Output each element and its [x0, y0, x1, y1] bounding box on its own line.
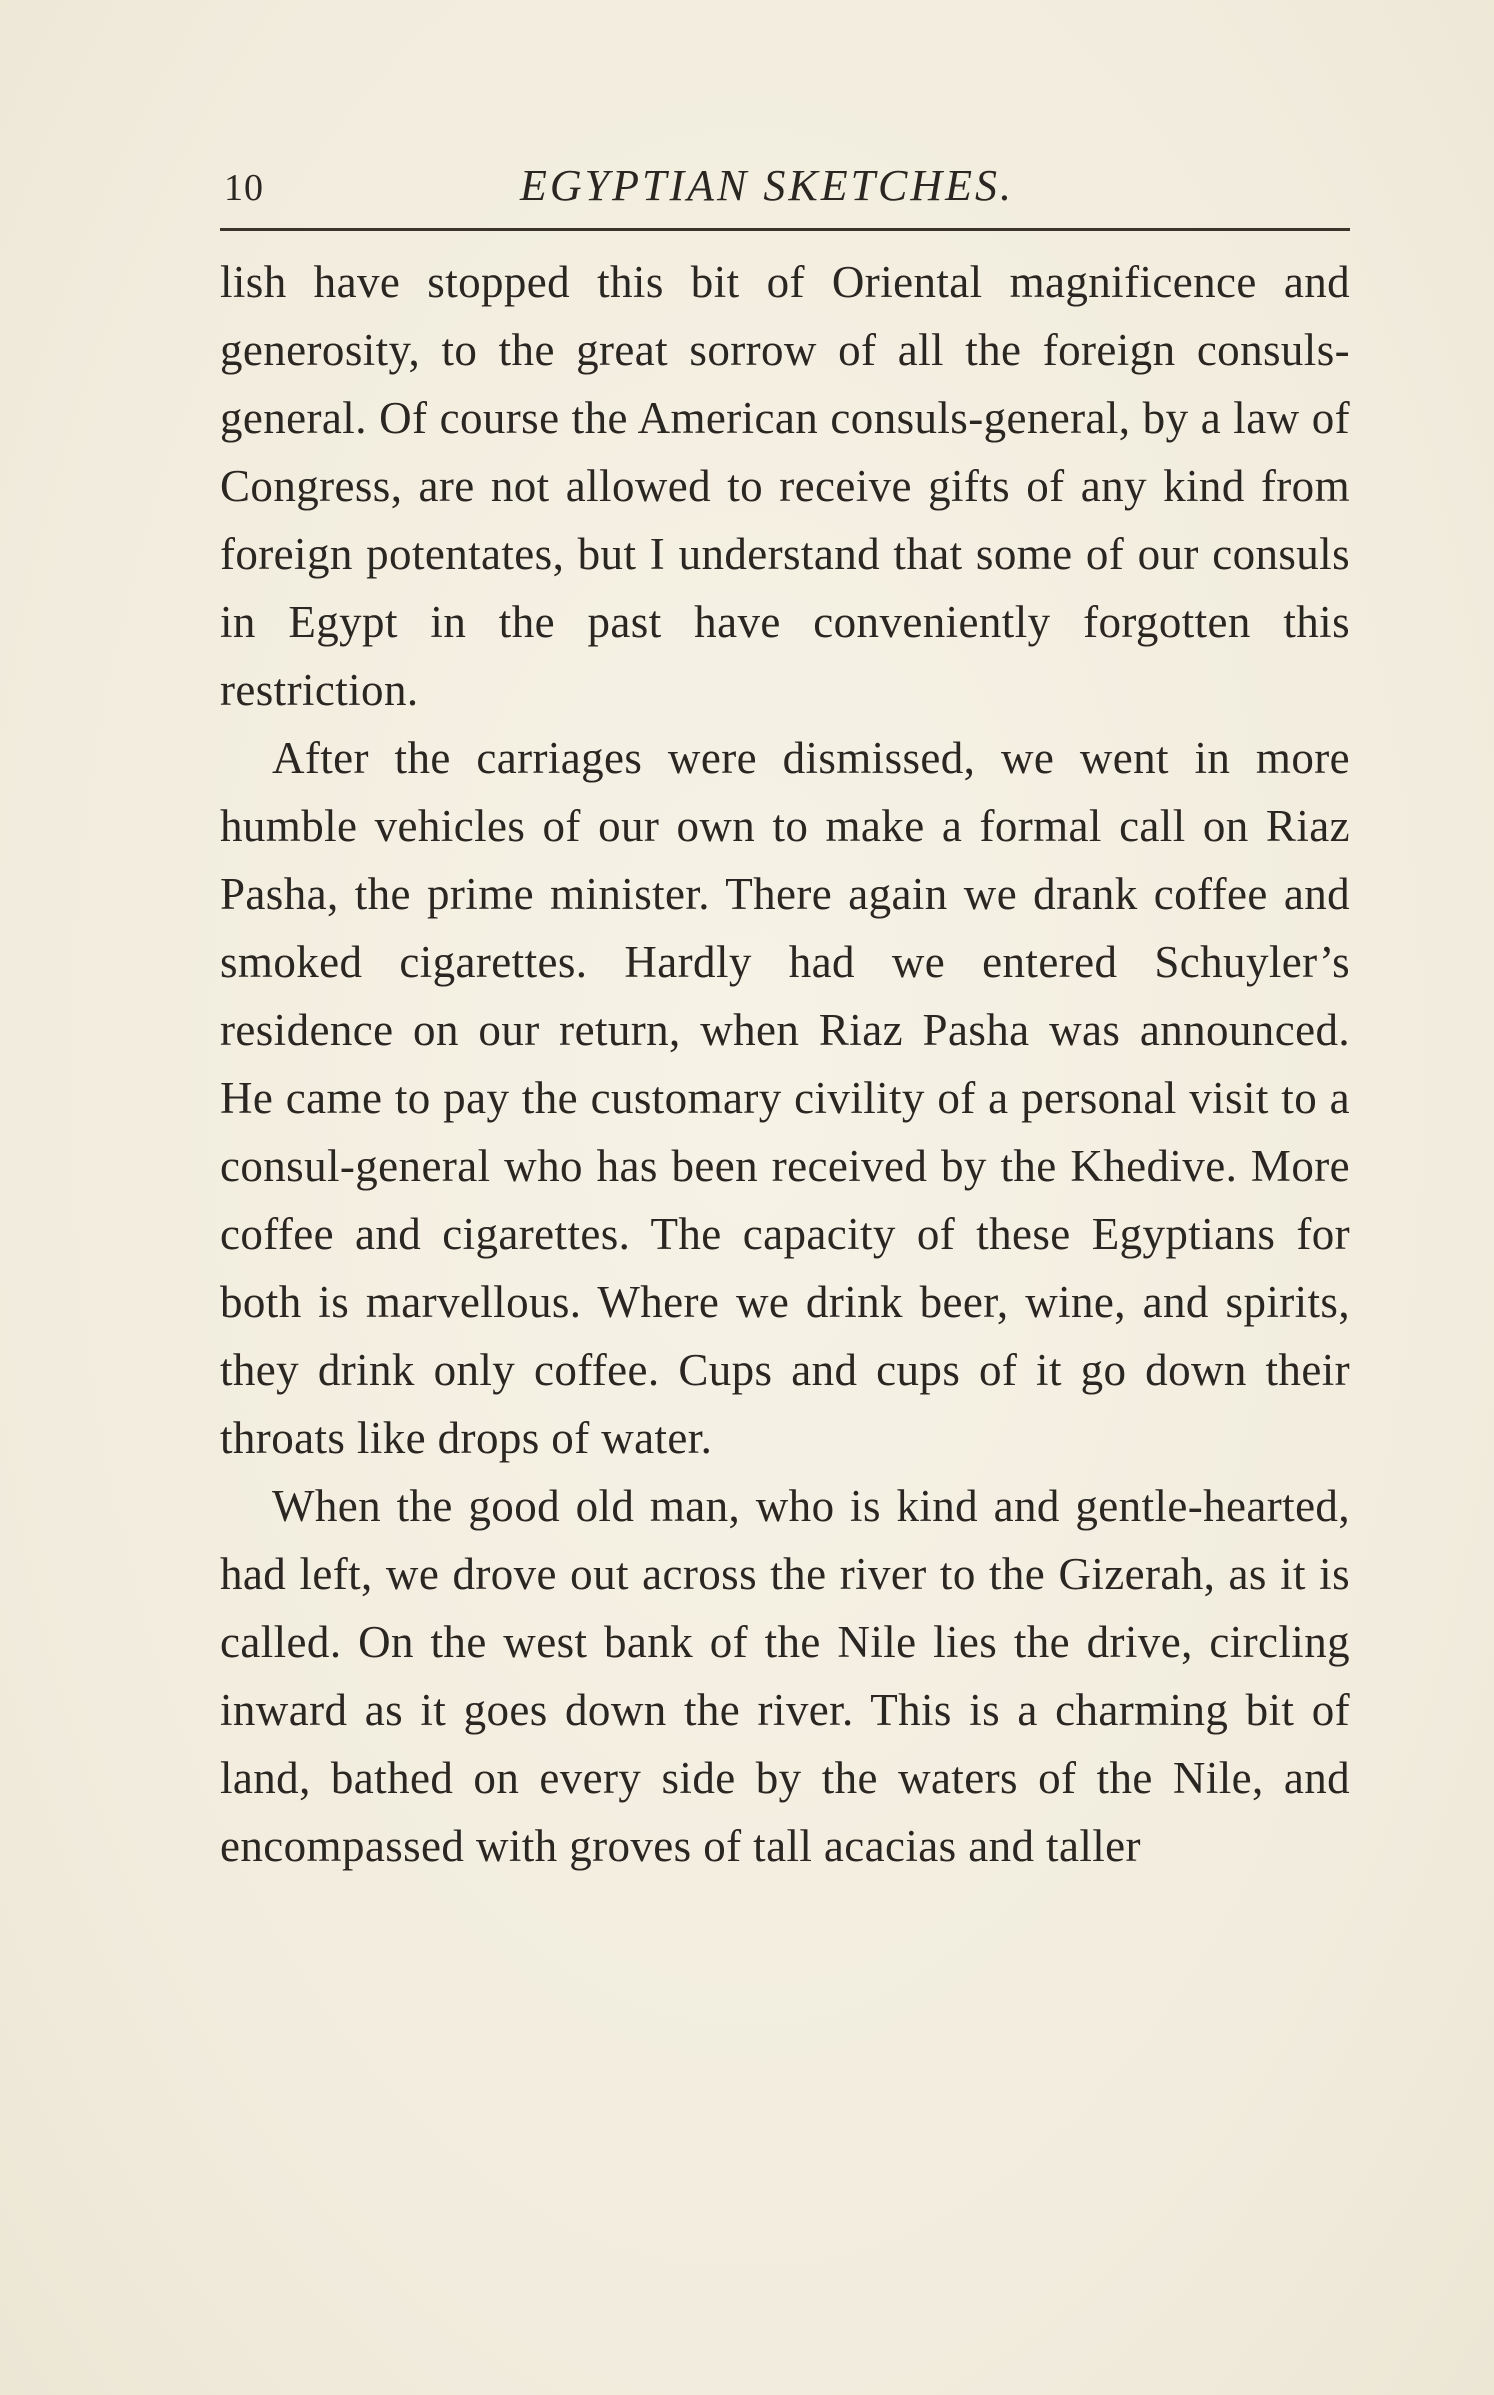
paragraph-carriages: After the carriages were dismissed, we went in more humble vehicles of our own to make a formal call on Riaz Pasha, the prime minister. There again we drank coffee and smoked cigarettes. Hardly had we entered Schuyler’s residence on our return, when Riaz Pasha was announced. He came to pay the customary civility of a personal visit to a consul-general who has been received by the Khedive. More coffee and cigarettes. The capacity of these Egyptians for both is marvellous. Where we drink beer, wine, and spirits, they drink only coffee. Cups and cups of it go down their throats like drops of water.	[220, 733, 1350, 1463]
header-rule	[220, 228, 1350, 231]
body-text	[220, 248, 1350, 1880]
running-title: EGYPTIAN SKETCHES.	[520, 161, 1015, 210]
page-number: 10	[224, 167, 264, 209]
paragraph-continued: lish have stopped this bit of Oriental magnificence and generosity, to the great sorrow of all the foreign consuls-general. Of course the American consuls-general, by a law of Congress, are not allowed to receive gifts of any kind from foreign potentates, but I understand that some of our consuls in Egypt in the past have conveniently forgotten this restriction.	[220, 257, 1350, 715]
running-head	[220, 160, 1350, 220]
paragraph-gizerah: When the good old man, who is kind and gentle-hearted, had left, we drove out across the river to the Gizerah, as it is called. On the west bank of the Nile lies the drive, circling inward as it goes down the river. This is a charming bit of land, bathed on every side by the waters of the Nile, and encompassed with groves of tall acacias and taller	[220, 1481, 1350, 1871]
